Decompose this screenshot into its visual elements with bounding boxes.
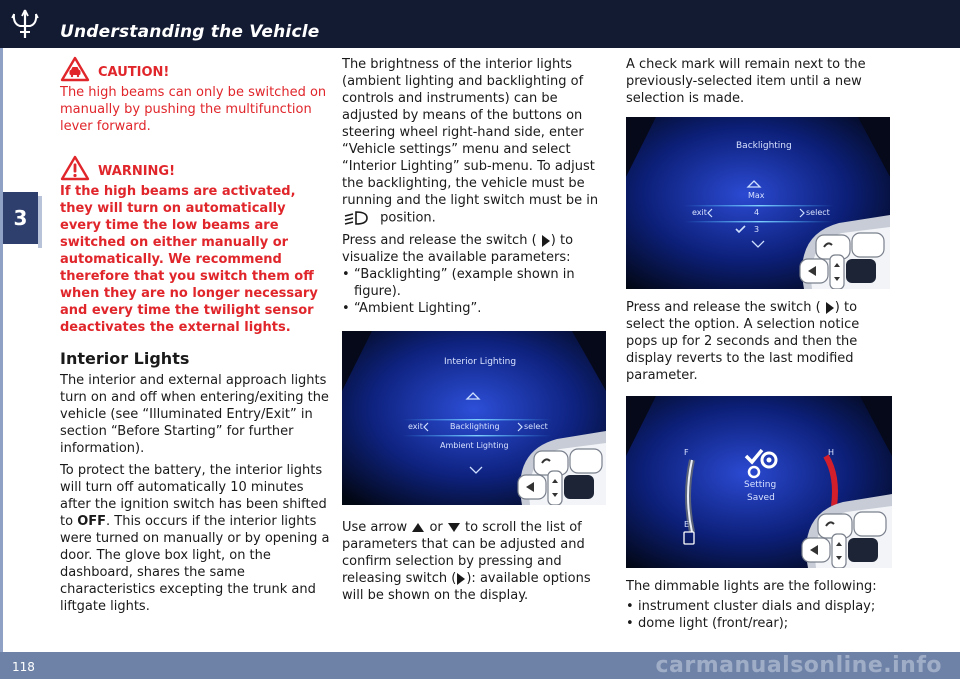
page-header [0, 0, 960, 48]
display-notice-line2: Saved [747, 493, 775, 503]
text-segment: Use arrow [342, 520, 408, 535]
display-exit-label: exit [408, 422, 423, 431]
text-segment: ) to visualize the available parameters: [342, 233, 574, 265]
display-select-label: select [806, 208, 830, 217]
right-arrow-switch-icon [456, 572, 466, 586]
display-selected-item: Backlighting [450, 422, 500, 431]
display-select-label: select [524, 422, 548, 431]
display-image-interior-lighting [342, 331, 606, 505]
bullet-icon: • [626, 599, 634, 614]
text-segment: Press and release the switch ( [626, 300, 821, 315]
arrow-up-icon [411, 522, 425, 533]
caution-label: CAUTION! [98, 65, 170, 80]
watermark: carmanualsonline.info [655, 653, 942, 678]
display-image-setting-saved [626, 396, 892, 568]
section-title: Interior Lights [60, 349, 190, 368]
page-number: 118 [12, 660, 35, 674]
list-item-text: instrument cluster dials and display; [638, 599, 876, 614]
warning-icon [60, 155, 90, 181]
list-item [342, 266, 610, 300]
page-footer [0, 652, 960, 679]
text-segment-bold: OFF [77, 514, 106, 529]
fuel-full-label: F [684, 448, 689, 457]
warning-text: If the high beams are activated, they will turn on automatically every time the low beams are switched on either manually or automatically. We recommend therefore that you switch them off when they are no longer necessary and every time the twilight sensor deactivates the external lights. [60, 184, 318, 335]
list-item [342, 300, 610, 317]
paragraph-approach-lights: The interior and external approach lights turn on and off when entering/exiting the vehicle (see “Illuminated Entry/Exit” in section “Before Starting” for further information). [60, 373, 329, 456]
paragraph-battery-protection [60, 462, 330, 615]
page-title: Understanding the Vehicle [60, 22, 320, 42]
paragraph-scroll [342, 519, 610, 604]
text-segment: to scroll the list of parameters that can be adjusted and confirm selection by pressing and releasing switch ( [342, 520, 585, 586]
text-segment: The brightness of the interior lights (ambient lighting and backlighting of controls and instruments) can be adjusted by means of the buttons on steering wheel right-hand side, enter “Vehicle settings” menu and select “Interior Lighting” sub-menu. To adjust the backlighting, the vehicle must be running and the light switch must be in [342, 57, 599, 208]
display-exit-label: exit [692, 208, 707, 217]
paragraph-select-option [626, 299, 894, 384]
car-caution-icon [60, 56, 90, 82]
right-arrow-switch-icon [825, 301, 835, 315]
low-beam-icon [342, 209, 376, 227]
list-item-text: “Ambient Lighting”. [354, 301, 482, 316]
bullet-icon: • [342, 301, 350, 316]
text-segment: ): available options will be shown on the display. [342, 571, 591, 603]
display-menu-title: Interior Lighting [444, 357, 517, 367]
text-segment: Press and release the switch ( [342, 233, 537, 248]
list-item [626, 598, 894, 615]
arrow-down-icon [447, 522, 461, 533]
paragraph-check-mark: A check mark will remain next to the previously-selected item until a new selection is made. [626, 57, 866, 106]
display-notice-line1: Setting [744, 480, 777, 490]
bullet-icon: • [342, 267, 350, 282]
column-middle [342, 56, 610, 604]
display-menu-title: Backlighting [736, 141, 792, 151]
list-item-text: “Backlighting” (example shown in figure). [354, 267, 575, 299]
display-selected-value: 4 [754, 208, 760, 217]
paragraph-press-switch [342, 232, 610, 266]
text-segment: position. [380, 210, 436, 226]
paragraph-brightness [342, 56, 610, 227]
text-segment: or [429, 520, 443, 535]
display-max-label: Max [748, 191, 765, 200]
warning-label: WARNING! [98, 164, 176, 179]
display-next-value: 3 [754, 225, 760, 234]
text-segment: . This occurs if the interior lights were turned on manually or by opening a door. The glove box light, on the dashboard, shares the same characteristics excepting the trunk and liftgate lights. [60, 514, 330, 614]
chapter-tab-shadow [38, 196, 42, 248]
chapter-rail [0, 48, 3, 652]
display-image-backlighting [626, 117, 890, 289]
temp-hot-label: H [828, 448, 835, 457]
display-next-item: Ambient Lighting [440, 441, 509, 450]
bullet-icon: • [626, 616, 634, 631]
text-segment: ) to select the option. A selection notice pops up for 2 seconds and then the display reverts to the last modified parameter. [626, 300, 860, 383]
caution-heading [60, 56, 330, 82]
paragraph-dimmable-lights: The dimmable lights are the following: [626, 579, 877, 594]
trident-logo-icon [8, 8, 42, 40]
text-segment: To protect the battery, the interior lights will turn off automatically 10 minutes after the ignition switch has been shifted to [60, 463, 327, 529]
warning-heading [60, 155, 330, 181]
caution-text: The high beams can only be switched on manually by pushing the multifunction lever forward. [60, 85, 327, 134]
list-item-text: dome light (front/rear); [638, 616, 789, 631]
right-arrow-switch-icon [541, 234, 551, 248]
list-item [626, 615, 894, 632]
fuel-empty-label: E [684, 520, 690, 529]
column-left [60, 56, 330, 615]
column-right [626, 56, 894, 632]
chapter-tab[interactable]: 3 [3, 192, 38, 244]
